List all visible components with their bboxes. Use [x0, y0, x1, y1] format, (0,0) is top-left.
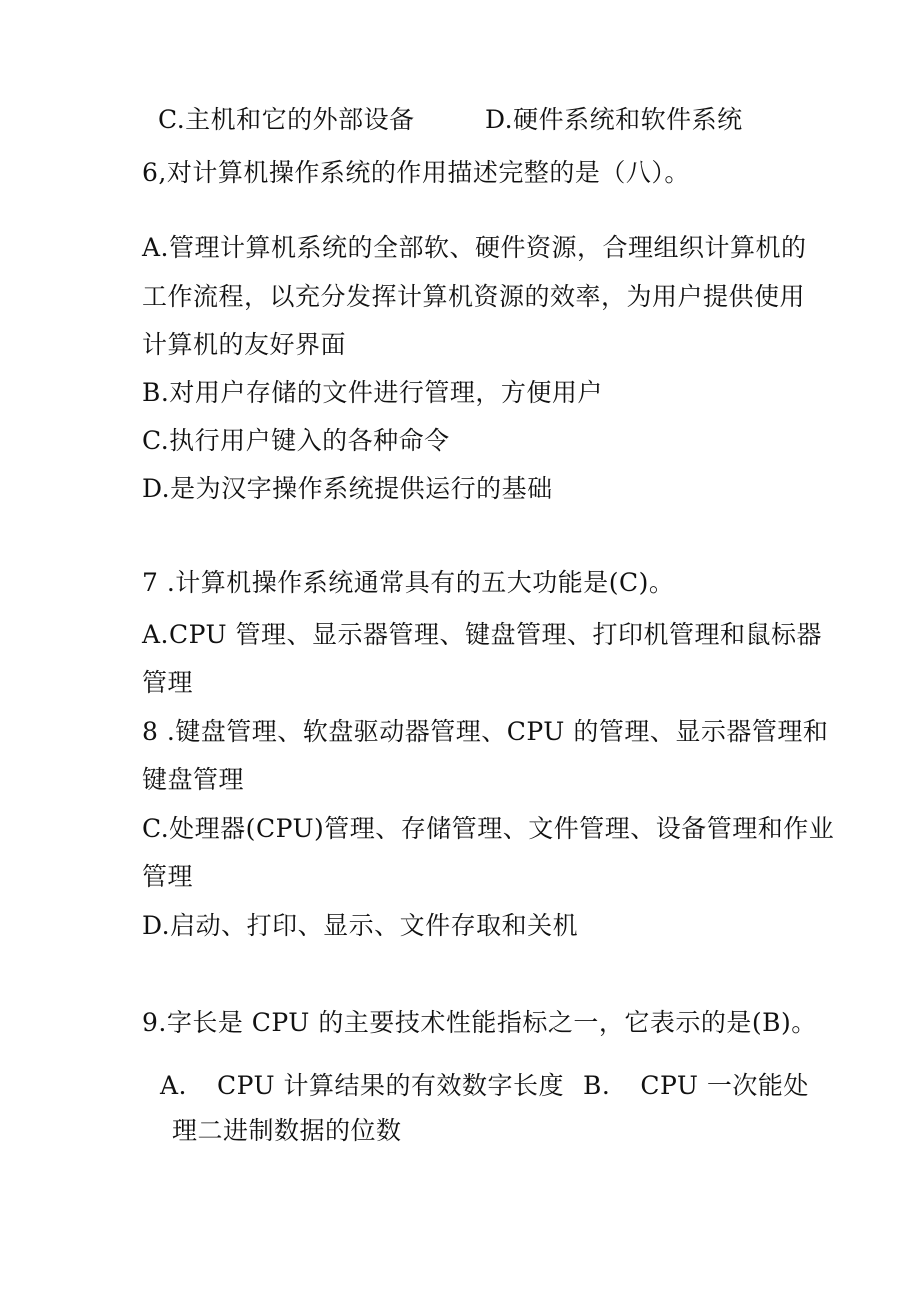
question-7-option-c-line-1: C.处理器(CPU)管理、存储管理、文件管理、设备管理和作业 [142, 814, 835, 843]
question-7-option-a-line-2: 管理 [142, 668, 194, 697]
question-6-option-a-line-2: 工作流程，以充分发挥计算机资源的效率，为用户提供使用 [142, 282, 806, 311]
question-6-stem: 6,对计算机操作系统的作用描述完整的是（八）。 [142, 158, 690, 187]
question-9-option-b-continuation: 理二进制数据的位数 [172, 1116, 402, 1145]
question-9-option-a-text: CPU 计算结果的有效数字长度 [217, 1071, 565, 1100]
item-8-line-1: 8 .键盘管理、软盘驱动器管理、CPU 的管理、显示器管理和 [142, 717, 829, 746]
question-6-option-a-line-1: A.管理计算机系统的全部软、硬件资源，合理组织计算机的 [142, 233, 807, 262]
question-7-stem: 7 .计算机操作系统通常具有的五大功能是(C)。 [142, 568, 675, 597]
question-6-option-d: D.是为汉字操作系统提供运行的基础 [142, 474, 553, 503]
question-6-option-c: C.执行用户键入的各种命令 [142, 426, 450, 455]
item-8-line-2: 键盘管理 [142, 765, 245, 794]
question-7-option-a-line-1: A.CPU 管理、显示器管理、键盘管理、打印机管理和鼠标器 [142, 620, 823, 649]
question-9-option-a [160, 1071, 564, 1101]
question-7-option-d: D.启动、打印、显示、文件存取和关机 [142, 911, 579, 940]
question-7-option-c-line-2: 管理 [142, 862, 194, 891]
question-9-stem: 9.字长是 CPU 的主要技术性能指标之一，它表示的是(B)。 [142, 1008, 817, 1037]
question-9-option-a-label: A. [160, 1071, 188, 1100]
question-6-option-a-line-3: 计算机的友好界面 [142, 330, 347, 359]
prev-option-d: D.硬件系统和软件系统 [485, 105, 743, 134]
question-9-option-b-text: CPU 一次能处 [640, 1071, 809, 1100]
question-6-option-b: B.对用户存储的文件进行管理，方便用户 [142, 378, 603, 407]
question-9-option-b-label: B. [583, 1071, 611, 1100]
question-9-option-b [583, 1071, 809, 1101]
prev-option-c: C.主机和它的外部设备 [158, 105, 415, 134]
